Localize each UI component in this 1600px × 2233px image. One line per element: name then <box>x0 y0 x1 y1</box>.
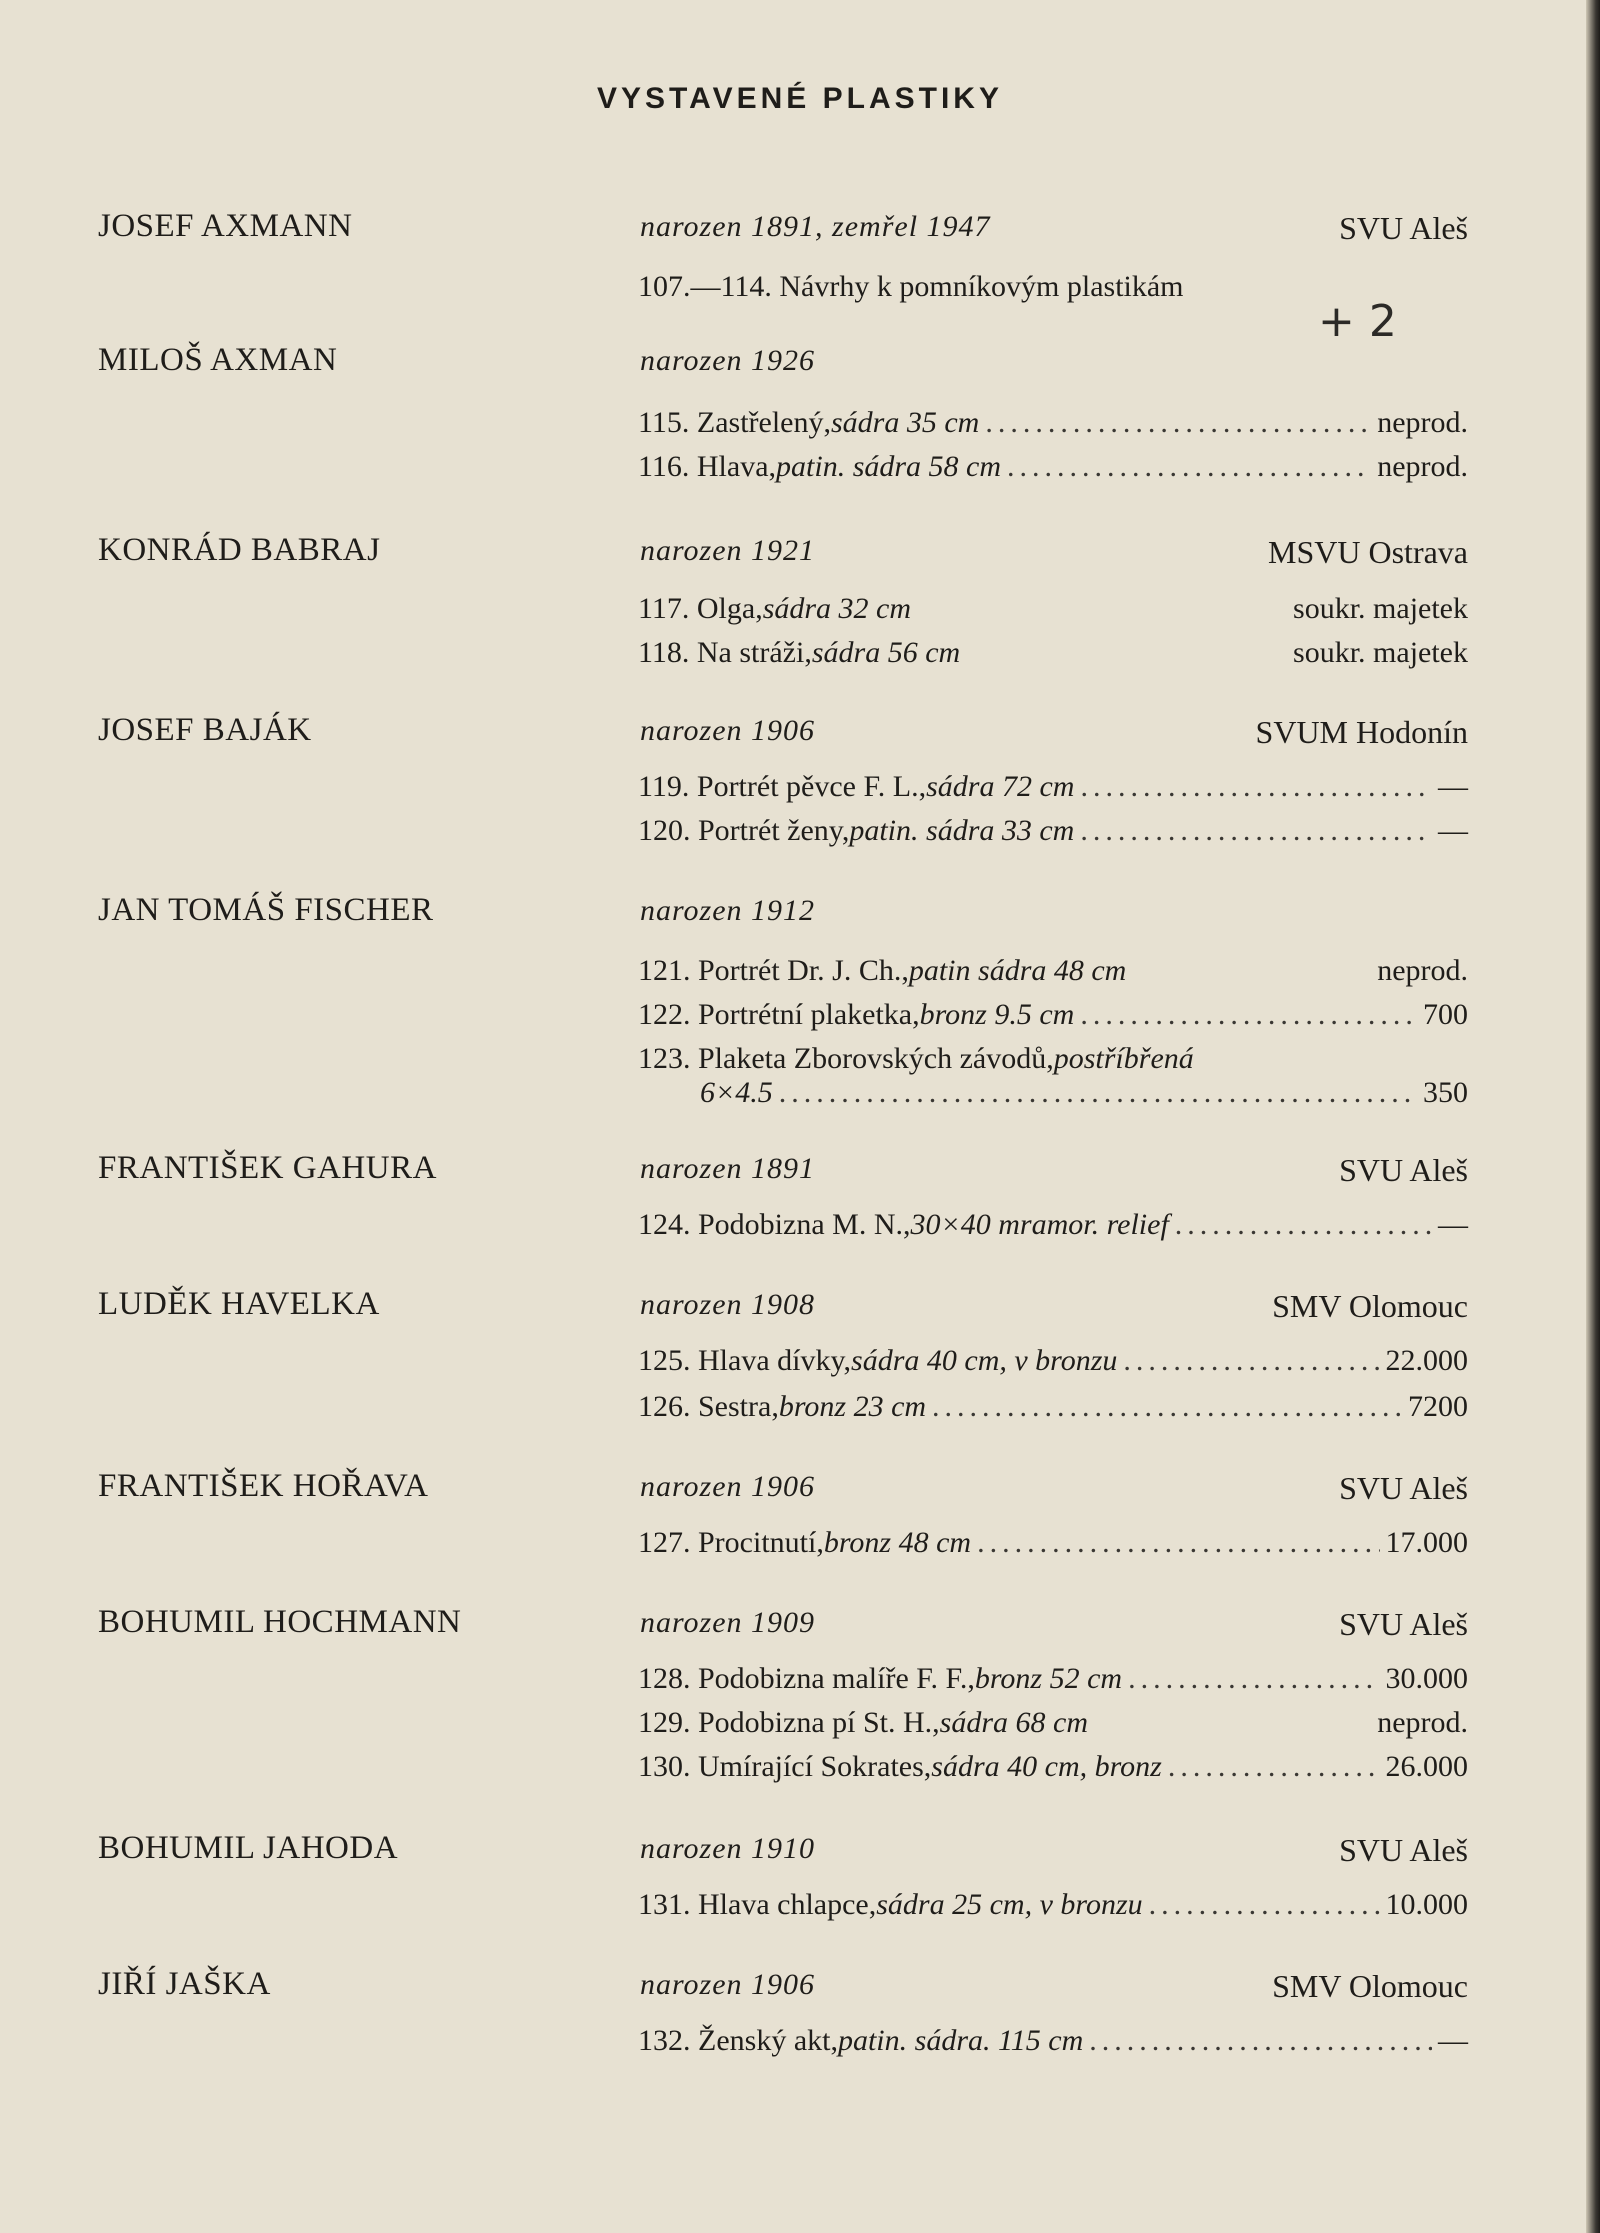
artist-born: narozen 1926 <box>640 344 816 377</box>
work-row <box>638 1662 1468 1696</box>
work-price: 700 <box>1423 998 1468 1031</box>
artist-born: narozen 1906 <box>640 1470 816 1503</box>
work-material: sádra 32 cm <box>762 592 912 625</box>
work-row <box>638 1344 1468 1378</box>
artist-name: KONRÁD BABRAJ <box>98 532 381 568</box>
work-desc: 120. Portrét ženy, <box>638 814 850 847</box>
artist-name: LUDĚK HAVELKA <box>98 1286 380 1322</box>
work-price: soukr. majetek <box>1293 636 1468 669</box>
work-price: neprod. <box>1377 450 1468 483</box>
work-row <box>638 1888 1468 1922</box>
work-desc: 129. Podobizna pí St. H., <box>638 1706 940 1739</box>
work-desc: 107.—114. Návrhy k pomníkovým plastikám <box>638 270 1184 303</box>
artist-org: SVU Aleš <box>1339 1470 1468 1506</box>
work-price: — <box>1438 814 1468 847</box>
work-price: — <box>1438 770 1468 803</box>
artist-name: MILOŠ AXMAN <box>98 342 338 378</box>
leader-dots <box>1080 998 1417 1032</box>
work-price: 26.000 <box>1385 1750 1468 1783</box>
work-row <box>638 406 1468 440</box>
work-material: patin. sádra. 115 cm <box>837 2024 1084 2057</box>
work-row <box>638 2024 1468 2058</box>
work-desc: 127. Procitnutí, <box>638 1526 824 1559</box>
work-desc: 116. Hlava, <box>638 450 777 483</box>
work-material: sádra 40 cm, bronz <box>931 1750 1162 1783</box>
work-row <box>638 592 1468 626</box>
work-desc: 121. Portrét Dr. J. Ch., <box>638 954 909 987</box>
work-material: 6×4.5 <box>700 1076 773 1109</box>
artist-org: SVU Aleš <box>1339 1606 1468 1642</box>
page-title: VYSTAVENÉ PLASTIKY <box>597 82 1003 115</box>
work-desc: 123. Plaketa Zborovských závodů, <box>638 1042 1054 1075</box>
page-edge-shadow <box>1586 0 1600 2233</box>
work-row <box>638 1208 1468 1242</box>
work-row <box>638 1526 1468 1560</box>
work-material: sádra 68 cm <box>939 1706 1089 1739</box>
work-price: 30.000 <box>1385 1662 1468 1695</box>
work-material: patin. sádra 58 cm <box>776 450 1002 483</box>
work-desc: 131. Hlava chlapce, <box>638 1888 877 1921</box>
artist-name: JOSEF AXMANN <box>98 208 353 244</box>
work-material: 30×40 mramor. relief <box>910 1208 1169 1241</box>
leader-dots <box>932 1390 1402 1424</box>
artist-org: SMV Olomouc <box>1272 1968 1468 2004</box>
work-material: sádra 72 cm <box>926 770 1075 803</box>
work-desc: 119. Portrét pěvce F. L., <box>638 770 927 803</box>
artist-org: MSVU Ostrava <box>1268 534 1468 570</box>
work-row <box>638 1390 1468 1424</box>
work-material: bronz 23 cm <box>778 1390 927 1423</box>
work-price: 350 <box>1423 1076 1468 1109</box>
artist-born: narozen 1906 <box>640 1968 816 2001</box>
work-material: sádra 40 cm, v bronzu <box>851 1344 1118 1377</box>
work-row <box>638 954 1468 988</box>
leader-dots <box>985 406 1371 440</box>
leader-dots <box>1080 770 1432 804</box>
work-material: bronz 48 cm <box>823 1526 972 1559</box>
work-material: sádra 56 cm <box>811 636 961 669</box>
work-price: — <box>1438 1208 1468 1241</box>
work-row <box>638 998 1468 1032</box>
work-price: — <box>1438 2024 1468 2057</box>
work-row <box>638 270 1468 304</box>
artist-born: narozen 1909 <box>640 1606 816 1639</box>
work-row <box>638 1042 1468 1076</box>
artist-name: JOSEF BAJÁK <box>98 712 312 748</box>
work-row <box>638 1750 1468 1784</box>
artist-name: BOHUMIL HOCHMANN <box>98 1604 462 1640</box>
leader-dots <box>1080 814 1432 848</box>
artist-born: narozen 1912 <box>640 894 816 927</box>
leader-dots <box>1007 450 1371 484</box>
leader-dots <box>1149 1888 1380 1922</box>
work-price: 17.000 <box>1385 1526 1468 1559</box>
leader-dots <box>1168 1750 1380 1784</box>
artist-name: JIŘÍ JAŠKA <box>98 1966 271 2002</box>
work-desc: 128. Podobizna malíře F. F., <box>638 1662 975 1695</box>
artist-name: FRANTIŠEK HOŘAVA <box>98 1468 429 1504</box>
artist-born: narozen 1906 <box>640 714 816 747</box>
work-desc: 115. Zastřelený, <box>638 406 831 439</box>
artist-born: narozen 1921 <box>640 534 816 567</box>
work-row <box>638 770 1468 804</box>
work-material: patin sádra 48 cm <box>908 954 1127 987</box>
work-desc: 130. Umírající Sokrates, <box>638 1750 932 1783</box>
work-row-continuation <box>700 1076 1468 1110</box>
artist-org: SMV Olomouc <box>1272 1288 1468 1324</box>
work-price: 22.000 <box>1385 1344 1468 1377</box>
work-material: sádra 25 cm, v bronzu <box>876 1888 1143 1921</box>
artist-org: SVU Aleš <box>1339 1152 1468 1188</box>
work-price: neprod. <box>1377 954 1468 987</box>
work-material: patin. sádra 33 cm <box>849 814 1075 847</box>
artist-org: SVU Aleš <box>1339 1832 1468 1868</box>
work-material: postříbřená <box>1053 1042 1194 1075</box>
artist-born: narozen 1910 <box>640 1832 816 1865</box>
artist-org: SVUM Hodonín <box>1255 714 1468 750</box>
work-price: 10.000 <box>1385 1888 1468 1921</box>
artist-born: narozen 1891, zemřel 1947 <box>640 210 991 243</box>
leader-dots <box>1175 1208 1432 1242</box>
work-material: sádra 35 cm <box>831 406 980 439</box>
work-desc: 126. Sestra, <box>638 1390 779 1423</box>
work-row <box>638 450 1468 484</box>
work-desc: 132. Ženský akt, <box>638 2024 838 2057</box>
artist-name: BOHUMIL JAHODA <box>98 1830 399 1866</box>
work-desc: 125. Hlava dívky, <box>638 1344 852 1377</box>
leader-dots <box>1123 1344 1379 1378</box>
handwritten-note: + 2 <box>1318 296 1397 347</box>
work-row <box>638 1706 1468 1740</box>
work-price: soukr. majetek <box>1293 592 1468 625</box>
work-row <box>638 814 1468 848</box>
artist-born: narozen 1908 <box>640 1288 816 1321</box>
work-price: neprod. <box>1377 406 1468 439</box>
work-desc: 122. Portrétní plaketka, <box>638 998 920 1031</box>
artist-org: SVU Aleš <box>1339 210 1468 246</box>
work-material: bronz 52 cm <box>974 1662 1123 1695</box>
artist-name: FRANTIŠEK GAHURA <box>98 1150 437 1186</box>
work-price: neprod. <box>1377 1706 1468 1739</box>
work-desc: 118. Na stráži, <box>638 636 812 669</box>
work-material: bronz 9.5 cm <box>919 998 1075 1031</box>
work-desc: 117. Olga, <box>638 592 763 625</box>
work-row <box>638 636 1468 670</box>
work-desc: 124. Podobizna M. N., <box>638 1208 911 1241</box>
work-price: 7200 <box>1408 1390 1468 1423</box>
artist-born: narozen 1891 <box>640 1152 816 1185</box>
leader-dots <box>1128 1662 1379 1696</box>
leader-dots <box>977 1526 1379 1560</box>
leader-dots <box>779 1076 1417 1110</box>
leader-dots <box>1089 2024 1432 2058</box>
artist-name: JAN TOMÁŠ FISCHER <box>98 892 434 928</box>
